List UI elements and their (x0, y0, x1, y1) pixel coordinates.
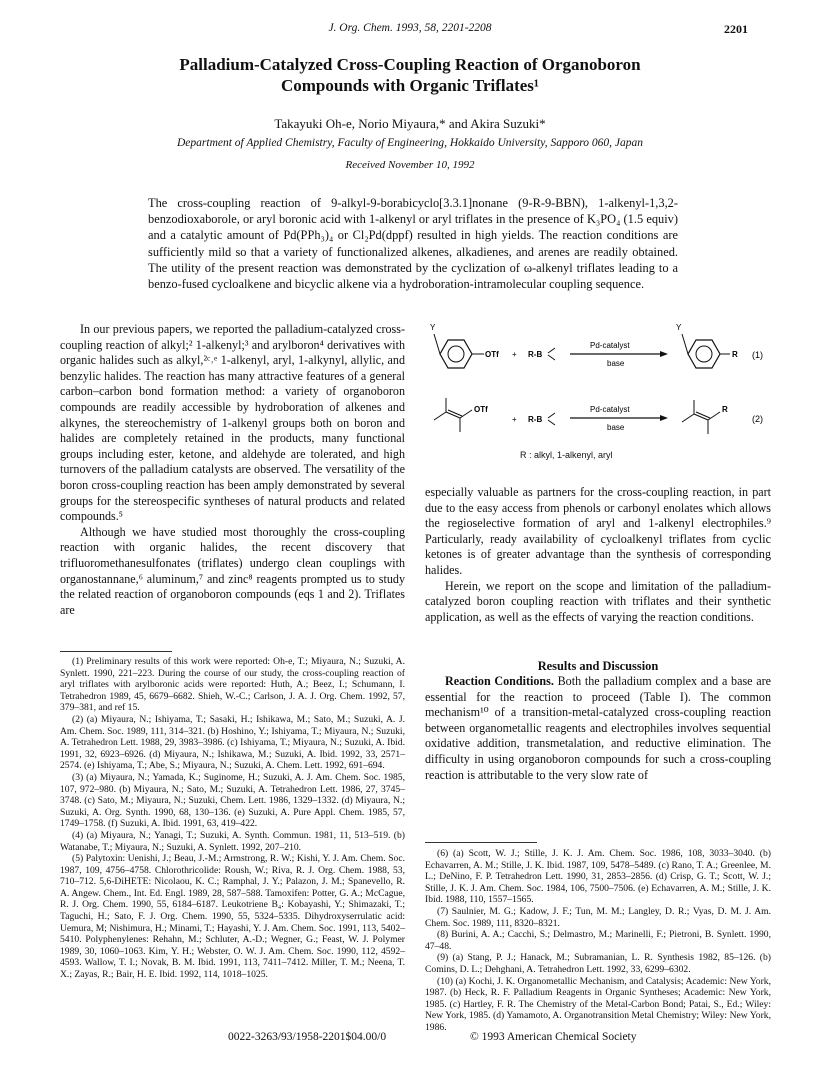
body-paragraph: In our previous papers, we reported the palladium-catalyzed cross-coupling reaction of alkyl;² 1-alkenyl;³ and arylboron⁴ derivatives with organic halides such as alkyl,²ᶜ˒ᵉ 1-alkenyl, aryl, 1-alkynyl, allylic, and benzylic halides. The reaction has many attractive features of a general carbon–carbon bond formation method: a variety of organoboron compounds are readily accessible by hydroboration of alkenes and alkynes, the stereochemistry of 1-alkenyl groups both on boron and halides are completely retained in the products, many functional groups including ester, ketone, and aldehyde are tolerated, and high turnovers of the palladium catalysts are observed. The versatility of the boron cross-coupling reaction has been amply demonstrated by several groups for the stereospecific syntheses of natural products and related compounds.⁵ (60, 322, 405, 524)
r-label: R (732, 350, 738, 359)
body-paragraph: Although we have studied most thoroughly the cross-coupling reaction with organic halides, the recent discovery that trifluoromethanesulfonates (triflates) undergo clean couplings with organostannane,⁶ aluminum,⁷ and zinc⁸ reagents prompted us to study the related reaction of organoboron compounds (eqs 1 and 2). Triflates are (60, 524, 405, 617)
footnote: (7) Saulnier, M. G.; Kadow, J. F.; Tun, M. M.; Langley, D. R.; Vyas, D. M. J. Am. Chem. Soc. 1989, 111, 8320–8321. (425, 905, 771, 929)
equation-2 (434, 398, 763, 434)
footnote-rule (425, 842, 537, 843)
abstract: The cross-coupling reaction of 9-alkyl-9-borabicyclo[3.3.1]nonane (9-R-9-BBN), 1-alkenyl-1,3,2-benzodioxaborole, or aryl boronic acid with 1-alkenyl or aryl triflates in the presence of K₃PO₄ (1.5 equiv) and a catalytic amount of Pd(PPh₃)₄ or Cl₂Pd(dppf) resulted in high yields. The reaction conditions are sufficiently mild so that a variety of functionalized alkenes, alkadienes, and arenes are readily obtained. The utility of the present reaction was demonstrated by the cyclization of ω-alkenyl triflates leading to a benzo-fused cycloalkene and bicyclic alkene via a hydroboration-intramolecular coupling sequence. (148, 196, 678, 292)
footnotes-left (60, 656, 405, 981)
footnote: (5) Palytoxin: Uenishi, J.; Beau, J.-M.; Armstrong, R. W.; Kishi, Y. J. Am. Chem. Soc. 1987, 109, 4756–4758. Chlorothricolide: Roush, W.; Riva, R. J. Org. Chem. 1988, 53, 710–712. 5,6-DiHETE: Nicolaou, K. C.; Ramphal, J. Y.; Palazon, J. M.; Spanevello, R. A. Angew. Chem., Int. Ed. Engl. 1989, 28, 587–588. Tamoxifen: Potter, G. A.; McCague, R. J. Org. Chem. 1990, 55, 6184–6187. Leukotriene B₄: Kobayashi, Y.; Shimazaki, T.; Taguchi, H.; Sato, F. J. Org. Chem. 1990, 55, 5324–5335. Dihydroxyserrulatic acid: Uemura, M; Nishimura, H.; Minami, T.; Hayashi, Y. J. Am. Chem. Soc. 1991, 113, 5402–5410. Polyphenylenes: Rehahn, M.; Schluter, A.-D.; Wegner, G.; Feast, W. J. Polymer 1989, 30, 1060–1063. Kim, Y. H.; Webster, O. W. J. Am. Chem. Soc. 1990, 112, 4592–4593. Wallow, T. I.; Novak, B. M. Ibid. 1991, 113, 7411–7412. Miller, T. M.; Neena, T. X.; Zayas, R.; Bair, H. E. Ibid. 1992, 114, 1018–1025. (60, 853, 405, 981)
aromatic-circle-icon (696, 346, 712, 362)
running-header-citation: J. Org. Chem. 1993, 58, 2201-2208 (328, 22, 492, 34)
footnote-rule (60, 651, 172, 652)
body-paragraph: Herein, we report on the scope and limitation of the palladium-catalyzed boron coupling reaction with triflates and their synthetic application, as well as the effects of varying the reaction conditions. (425, 578, 771, 624)
r-group-note: R : alkyl, 1-alkenyl, aryl (520, 450, 613, 460)
base-label-1: base (607, 359, 625, 368)
equation-number-1: (1) (752, 350, 763, 360)
bond-line (446, 412, 460, 418)
bond-line (682, 414, 694, 422)
bond-line (682, 334, 688, 354)
bond-line (434, 334, 440, 354)
plus-sign: + (512, 415, 517, 424)
rb-label: R-B (528, 350, 543, 359)
footer-article-code: 0022-3263/93/1958-2201$04.00/0 (228, 1031, 387, 1043)
r-label: R (722, 405, 728, 414)
aromatic-circle-icon (448, 346, 464, 362)
rb-label: R-B (528, 415, 543, 424)
title-line-2: Compounds with Organic Triflates¹ (280, 76, 540, 95)
bond-line (460, 410, 472, 418)
subsection-heading: Reaction Conditions. (445, 674, 554, 688)
base-label-2: base (607, 423, 625, 432)
plus-sign: + (512, 350, 517, 359)
bond-line (548, 413, 555, 418)
bond-line (708, 412, 720, 420)
footnote: (8) Burini, A. A.; Cacchi, S.; Delmastro, M.; Marinelli, F.; Pietroni, B. Synlett. 1990, 47–48. (425, 929, 771, 952)
article-title (60, 54, 760, 96)
double-bond-line (696, 412, 710, 418)
section-body (425, 674, 771, 783)
benzene-ring-icon (688, 340, 720, 368)
author-list: Takayuki Oh-e, Norio Miyaura,* and Akira Suzuki* (274, 116, 546, 131)
substituent-y-label: Y (676, 323, 682, 332)
benzene-ring-icon (440, 340, 472, 368)
affiliation: Department of Applied Chemistry, Faculty of Engineering, Hokkaido University, Sapporo 060, Japan (176, 137, 643, 149)
footnotes-right (425, 848, 771, 1034)
bond-line (434, 412, 446, 420)
received-date: Received November 10, 1992 (345, 159, 475, 171)
body-column-right (425, 485, 771, 625)
section-heading: Results and Discussion (537, 659, 659, 673)
bond-line (548, 420, 555, 425)
equation-number-2: (2) (752, 414, 763, 424)
footnote: (4) (a) Miyaura, N.; Yanagi, T.; Suzuki, A. Synth. Commun. 1981, 11, 513–519. (b) Watanabe, T.; Miyaura, N.; Suzuki, A. Synlett. 1992, 207–210. (60, 829, 405, 853)
footnote: (3) (a) Miyaura, N.; Yamada, K.; Suginome, H.; Suzuki, A. J. Am. Chem. Soc. 1985, 107, 972–980. (b) Miyaura, N.; Sato, M.; Suzuki, A. Tetrahedron Lett. 1986, 27, 3745–3748. (c) Sato, M.; Miyaura, N.; Suzuki, Chem. Lett. 1986, 1329–1332. (d) Miyaura, N.; Suzuki, A. Org. Synth. 1990, 68, 130–136. (e) Suzuki, A. Pure Appl. Chem. 1985, 57, 1749–1758. (f) Suzuki, A. Ibid. 1991, 63, 419–422. (60, 771, 405, 830)
equation-1 (430, 323, 763, 368)
footnote: (1) Preliminary results of this work were reported: Oh-e, T.; Miyaura, N.; Suzuki, A. Synlett. 1990, 221–223. During the course of our study, the cross-coupling reaction of aryl triflates with arylboronic acids were reported: Huth, A.; Beez, I.; Schumann, I. Tetrahedron 1989, 45, 6679–6682. Shieh, W.-C.; Carlson, J. A. J. Org. Chem. 1992, 57, 379–381, and ref 15. (60, 656, 405, 714)
pd-catalyst-label-2: Pd-catalyst (590, 405, 630, 414)
pd-catalyst-label-1: Pd-catalyst (590, 341, 630, 350)
bond-line (694, 414, 708, 420)
otf-label: OTf (485, 350, 499, 359)
otf-label: OTf (474, 405, 488, 414)
footnote: (2) (a) Miyaura, N.; Ishiyama, T.; Sasaki, H.; Ishikawa, M.; Sato, M.; Suzuki, A. J. Am. Chem. Soc. 1989, 111, 314–321. (b) Hoshino, Y.; Ishiyama, T.; Miyaura, N.; Suzuki, A. Tetrahedron Lett. 1988, 29, 3983–3986. (c) Ishiyama, T.; Miyaura, N.; Suzuki, A. Ibid. 1991, 32, 6923–6926. (d) Miyaura, N.; Ishikawa, M.; Suzuki, A. Ibid. 1992, 33, 2571–2574. (e) Ishiyama, T.; Abe, S.; Miyaura, N.; Suzuki, A. Chem. Lett. 1992, 691–694. (60, 713, 405, 772)
arrowhead-icon (660, 415, 668, 421)
substituent-y-label: Y (430, 323, 436, 332)
arrowhead-icon (660, 351, 668, 357)
double-bond-line (448, 410, 462, 416)
footnote: (10) (a) Kochi, J. K. Organometallic Mechanism, and Catalysis; Academic: New York, 1987. (b) Heck, R. F. Palladium Reagents in Organic Syntheses; Academic: New York, 1985. (c) Hartley, F. R. The Chemistry of the Metal-Carbon Bond; Patai, S., Ed.; Wiley: New York, 1985. (d) Yamamoto, A. Organotransition Metal Chemistry; Wiley: New York, 1986. (425, 975, 771, 1033)
page-number: 2201 (724, 22, 748, 36)
footer-copyright: © 1993 American Chemical Society (470, 1031, 637, 1043)
body-paragraph: especially valuable as partners for the cross-coupling reaction, in part due to the easy access from phenols or carbonyl enolates which allows the regioselective formation of aryl and 1-alkenyl electrophiles.⁹ Particularly, ready availability of cycloalkenyl triflates from cyclic ketones is of greater advantage than the synthesis of corresponding halides. (425, 485, 771, 577)
footnote: (9) (a) Stang, P. J.; Hanack, M.; Subramanian, L. R. Synthesis 1982, 85–126. (b) Comins, D. L.; Dehghani, A. Tetrahedron Lett. 1992, 33, 6299–6302. (425, 952, 771, 975)
footnote: (6) (a) Scott, W. J.; Stille, J. K. J. Am. Chem. Soc. 1986, 108, 3033–3040. (b) Echavarren, A. M.; Stille, J. K. Ibid. 1987, 109, 5478–5489. (c) Rano, T. A.; Greenlee, M. L.; DeNino, F. P. Tetrahedron Lett. 1990, 31, 2853–2856. (d) Crisp, G. T.; Scott, W. J.; Stille, J. K. J. Am. Chem. Soc. 1984, 106, 7500–7506. (e) Echavarren, A. M.; Stille, J. K. Ibid. 1988, 110, 1557–1565. (425, 848, 771, 906)
section-text: Both the palladium complex and a base are essential for the reaction to proceed (Table I). The common mechanism¹⁰ of a transition-metal-catalyzed cross-coupling reaction between organometallic reagents and electrophiles involves sequential oxidative addition, transmetalation, and reductive elimination. The difficulty in using organoboron compounds for such a cross-coupling reaction is attributable to the very slow rate of (425, 674, 772, 782)
reaction-scheme (420, 318, 780, 488)
bond-line (548, 355, 555, 360)
body-column-left (60, 322, 405, 618)
title-line-1: Palladium-Catalyzed Cross-Coupling Reaction of Organoboron (179, 55, 641, 74)
bond-line (548, 348, 555, 353)
